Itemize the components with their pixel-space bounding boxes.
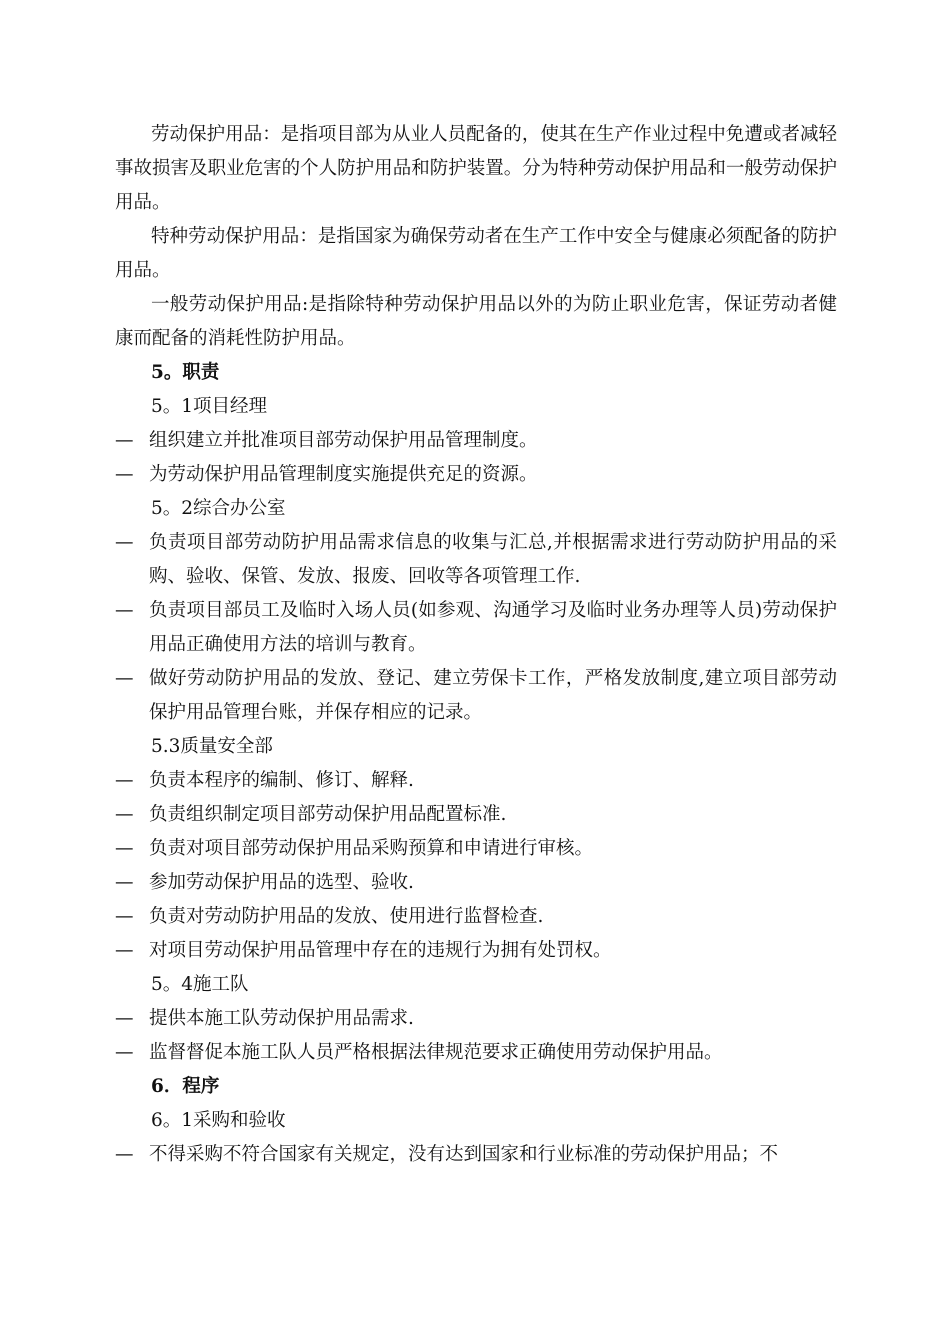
section-6-heading: 6．程序: [151, 1076, 220, 1097]
section-6-1-heading: 6。1采购和验收: [151, 1110, 286, 1131]
list-item: — 监督督促本施工队人员严格根据法律规范要求正确使用劳动保护用品。: [115, 1036, 837, 1070]
section-5-4-heading: 5。4施工队: [151, 974, 249, 995]
dash-bullet: —: [115, 872, 134, 893]
dash-bullet: —: [115, 668, 134, 689]
dash-bullet: —: [115, 532, 134, 553]
dash-bullet: —: [115, 464, 134, 485]
list-item: — 负责组织制定项目部劳动保护用品配置标准.: [115, 798, 837, 832]
dash-bullet: —: [115, 770, 134, 791]
definition-special-protection: 特种劳动保护用品：是指国家为确保劳动者在生产工作中安全与健康必须配备的防护用品。: [115, 226, 837, 281]
dash-bullet: —: [115, 430, 134, 451]
dash-bullet: —: [115, 838, 134, 859]
dash-bullet: —: [115, 906, 134, 927]
section-5-3-heading: 5.3质量安全部: [151, 736, 273, 757]
list-item: — 提供本施工队劳动保护用品需求.: [115, 1002, 837, 1036]
dash-bullet: —: [115, 600, 134, 621]
dash-bullet: —: [115, 804, 134, 825]
section-5-heading: 5。职责: [151, 362, 220, 383]
list-item: — 为劳动保护用品管理制度实施提供充足的资源。: [115, 458, 837, 492]
list-item: — 负责本程序的编制、修订、解释.: [115, 764, 837, 798]
definition-general-protection: 一般劳动保护用品:是指除特种劳动保护用品以外的为防止职业危害，保证劳动者健康而配备的消耗性防护用品。: [115, 294, 837, 349]
list-item: — 参加劳动保护用品的选型、验收.: [115, 866, 837, 900]
list-item: — 负责对项目部劳动保护用品采购预算和申请进行审核。: [115, 832, 837, 866]
list-item: — 组织建立并批准项目部劳动保护用品管理制度。: [115, 424, 837, 458]
list-item: — 不得采购不符合国家有关规定，没有达到国家和行业标准的劳动保护用品；不: [115, 1138, 837, 1172]
section-5-2-heading: 5。2综合办公室: [151, 498, 286, 519]
list-item: — 负责项目部劳动防护用品需求信息的收集与汇总,并根据需求进行劳动防护用品的采购、验收、保管、发放、报废、回收等各项管理工作.: [115, 526, 837, 594]
dash-bullet: —: [115, 1144, 134, 1165]
section-5-1-heading: 5。1项目经理: [151, 396, 268, 417]
list-item: — 做好劳动防护用品的发放、登记、建立劳保卡工作，严格发放制度,建立项目部劳动保护用品管理台账，并保存相应的记录。: [115, 662, 837, 730]
list-item: — 负责对劳动防护用品的发放、使用进行监督检查.: [115, 900, 837, 934]
list-item: — 对项目劳动保护用品管理中存在的违规行为拥有处罚权。: [115, 934, 837, 968]
document-page: [115, 118, 837, 1172]
list-item: — 负责项目部员工及临时入场人员(如参观、沟通学习及临时业务办理等人员)劳动保护用品正确使用方法的培训与教育。: [115, 594, 837, 662]
dash-bullet: —: [115, 1008, 134, 1029]
dash-bullet: —: [115, 1042, 134, 1063]
dash-bullet: —: [115, 940, 134, 961]
definition-labor-protection: 劳动保护用品：是指项目部为从业人员配备的，使其在生产作业过程中免遭或者减轻事故损害及职业危害的个人防护用品和防护装置。分为特种劳动保护用品和一般劳动保护用品。: [115, 124, 837, 213]
